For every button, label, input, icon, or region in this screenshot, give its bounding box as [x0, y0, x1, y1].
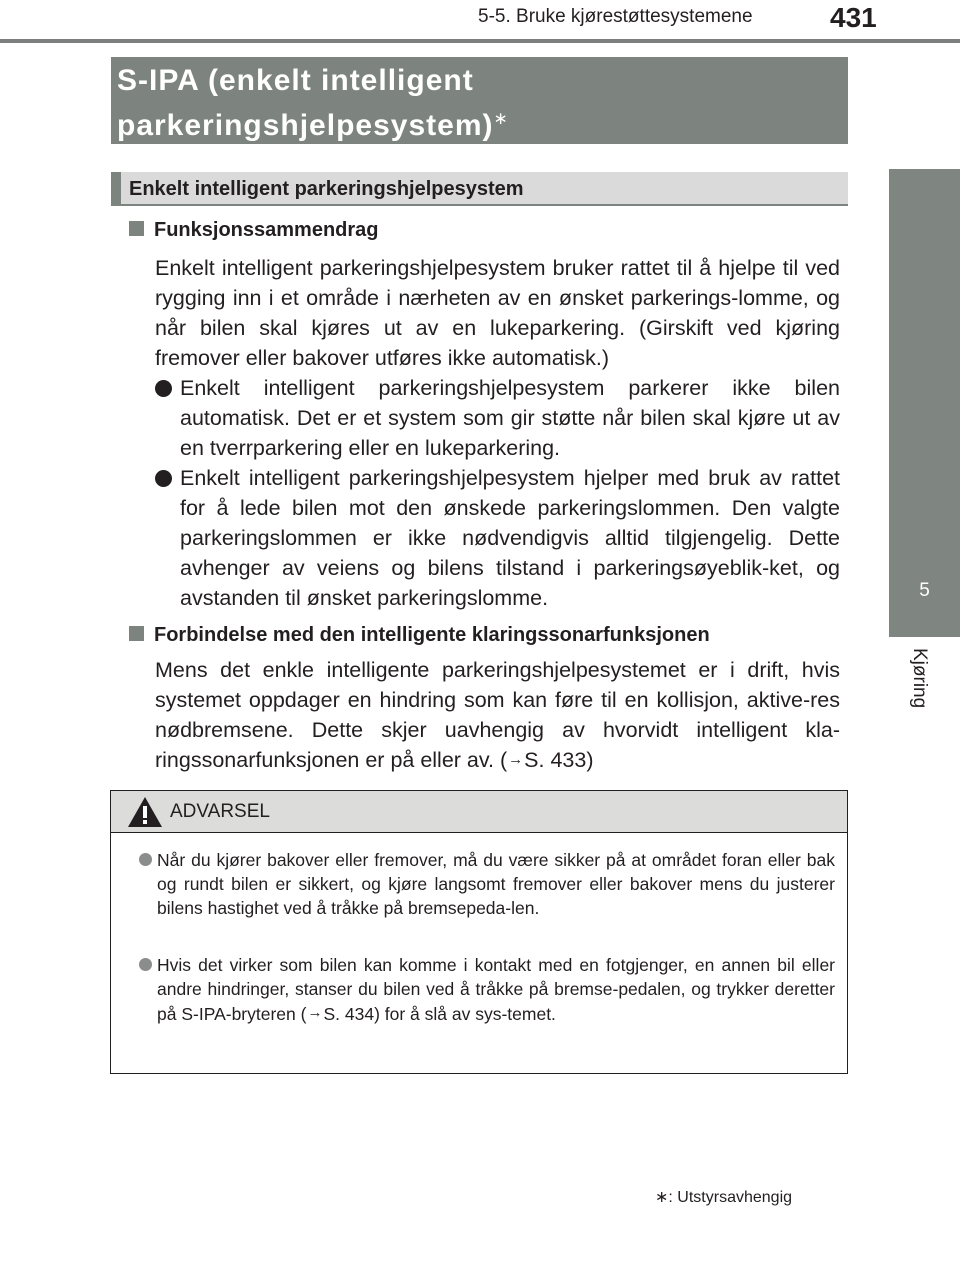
bullet-dot-icon [155, 380, 172, 397]
arrow-right-icon: → [508, 751, 524, 768]
page-title-line1: S-IPA (enkelt intelligent [117, 64, 474, 97]
warning-item-2-text: Hvis det virker som bilen kan komme i kontakt med en fotgjenger, en annen bil eller andre hindringer, stanser du bilen ved å tråkke på bremse-pedalen, og trykker deretter på S-IPA-bryteren ( [157, 955, 835, 1024]
header-divider [0, 39, 960, 43]
arrow-right-icon: → [307, 1004, 323, 1021]
warning-item-2 [157, 953, 835, 1026]
page-title-line2: parkeringshjelpesystem) [117, 109, 494, 142]
warning-item-2-end: ) for å slå av sys-temet. [374, 1004, 556, 1024]
sonar-page-reference[interactable]: S. 433 [524, 748, 587, 772]
square-bullet-icon [129, 221, 144, 236]
warning-bullet-icon [139, 853, 152, 866]
optional-equipment-marker: ∗ [493, 109, 509, 128]
summary-bullet-2: Enkelt intelligent parkeringshjelpesystem hjelper med bruk av rattet for å lede bilen mot den ønskede parkeringslommen. Den valgte parkeringslommen er ikke nødvendigvis alltid tilgjengelig. Dette avhenger av veiens og bilens tilstand i parkeringsøyeblik-ket, og avstanden til ønsket parkeringslomme. [180, 466, 840, 610]
warning-bullet-icon [139, 958, 152, 971]
footnote-marker: ∗ [655, 1189, 669, 1206]
footnote-text: : Utstyrsavhengig [668, 1189, 793, 1206]
chapter-number: 5 [919, 580, 930, 601]
running-header-section: 5-5. Bruke kjørestøttesystemene [478, 6, 753, 27]
chapter-tab [889, 169, 960, 637]
section-heading-summary [129, 219, 379, 242]
footnote [655, 1187, 792, 1207]
summary-paragraph: Enkelt intelligent parkeringshjelpesystem bruker rattet til å hjelpe til ved rygging inn i et område i nærheten av en ønsket parkerings-lomme, og når bilen skal kjøres ut av en lukeparkering. (Girskift ved kjøring fremover eller bakover utføres ikke automatisk.) [155, 256, 840, 370]
page-title [117, 62, 509, 145]
section-heading-sonar-text: Forbindelse med den intelligente klaringssonarfunksjonen [154, 624, 710, 646]
sonar-paragraph [155, 655, 840, 775]
section-heading-sonar [129, 624, 710, 647]
warning-item-1: Når du kjører bakover eller fremover, må du være sikker på at området foran eller bak og rundt bilen er sikkert, og kjøre langsomt fremover eller bakover mens du justerer bilens hastighet ved å tråkke på bremsepeda-len. [157, 850, 835, 918]
chapter-label: Kjøring [909, 648, 930, 709]
bullet-dot-icon [155, 470, 172, 487]
summary-bullet-1: Enkelt intelligent parkeringshjelpesystem parkerer ikke bilen automatisk. Det er et system som gir støtte når bilen skal kjøre ut av en tverrparkering eller en lukeparkering. [180, 376, 840, 460]
square-bullet-icon [129, 626, 144, 641]
page-title-line2-wrap [117, 100, 509, 145]
warning-title: ADVARSEL [170, 801, 270, 822]
sonar-paragraph-text: Mens det enkle intelligente parkeringshjelpesystemet er i drift, hvis systemet oppdager en hindring som kan føre til en kollisjon, aktive-res nødbremsene. Dette skjer uavhengig av hvorvidt intelligent kla-ringssonarfunksjonen er på eller av. ( [155, 658, 840, 772]
sonar-paragraph-end: ) [586, 748, 594, 772]
section-heading-summary-text: Funksjonssammendrag [154, 219, 379, 241]
subheading: Enkelt intelligent parkeringshjelpesystem [129, 178, 524, 200]
warning-triangle-icon [127, 796, 163, 828]
page-number: 431 [830, 2, 877, 33]
warning-page-reference[interactable]: S. 434 [323, 1004, 375, 1024]
